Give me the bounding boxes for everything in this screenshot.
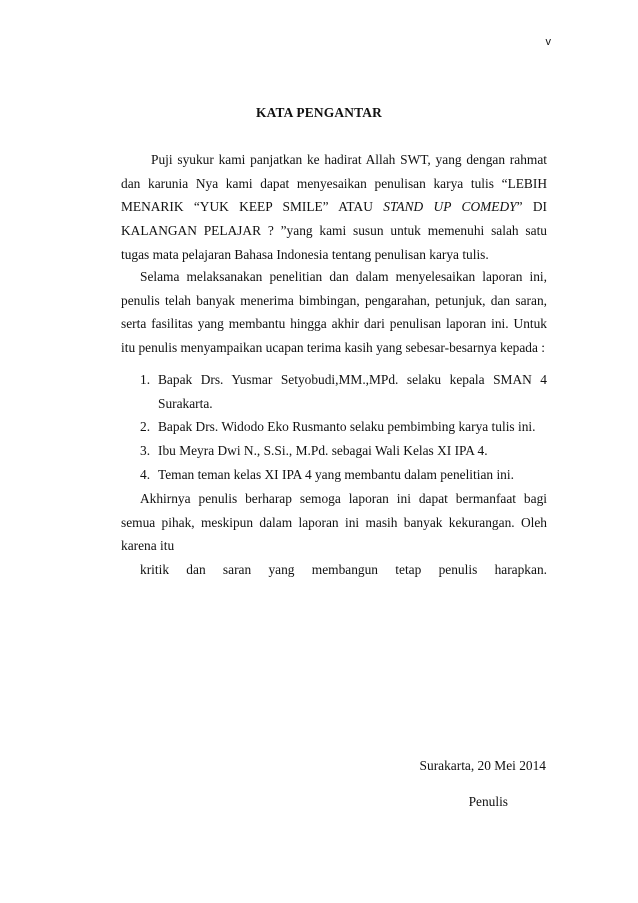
paragraph-closing-text: Akhirnya penulis berharap semoga laporan ini dapat bermanfaat bagi semua pihak, meskipun dalam laporan ini masih banyak kekurangan. Oleh karena itu <box>121 491 547 554</box>
list-item-text: Ibu Meyra Dwi N., S.Si., M.Pd. sebagai Wali Kelas XI IPA 4. <box>158 443 488 459</box>
acknowledgement-list <box>121 368 547 487</box>
list-item <box>121 368 547 415</box>
page-title: KATA PENGANTAR <box>256 105 382 120</box>
signoff-place-date: Surakarta, 20 Mei 2014 <box>419 758 546 773</box>
paragraph-opening-text-end: ” DI KALANGAN PELAJAR ? ”yang kami susun untuk memenuhi salah satu tugas mata pelajaran Bahasa Indonesia tentang penulisan karya tulis. <box>121 199 548 262</box>
list-item-number: 4. <box>140 466 151 482</box>
list-item-text: Bapak Drs. Yusmar Setyobudi,MM.,MPd. selaku kepala SMAN 4 Surakarta. <box>158 372 547 411</box>
list-item-text: Bapak Drs. Widodo Eko Rusmanto selaku pembimbing karya tulis ini. <box>158 419 536 435</box>
list-item <box>121 415 547 439</box>
list-item-number: 1. <box>140 372 151 387</box>
list-item-number: 3. <box>140 443 151 459</box>
list-item-text: Teman teman kelas XI IPA 4 yang membantu dalam penelitian ini. <box>158 466 514 482</box>
list-item <box>121 439 547 463</box>
paragraph-opening <box>121 148 547 267</box>
signoff-author: Penulis <box>468 794 508 809</box>
paragraph-opening-text: Puji syukur kami panjatkan ke hadirat Allah SWT, yang dengan rahmat dan karunia Nya kami dapat menyesaikan penulisan karya tulis “LEBIH MENARIK “YUK KEEP SMILE” ATAU <box>121 152 547 215</box>
paragraph-closing-last-line: kritik dan saran yang membangun tetap penulis harapkan. <box>140 562 547 578</box>
list-item-number: 2. <box>140 419 151 435</box>
paragraph-closing <box>121 487 547 582</box>
list-item <box>121 463 547 487</box>
paragraph-gratitude: Selama melaksanakan penelitian dan dalam menyelesaikan laporan ini, penulis telah banyak menerima bimbingan, pengarahan, petunjuk, dan saran, serta fasilitas yang membantu hingga akhir dari penulisan laporan ini. Untuk itu penulis menyampaikan ucapan terima kasih yang sebesar-besarnya kepada : <box>121 269 547 356</box>
page-number: v <box>545 36 551 48</box>
paragraph-opening-italic: STAND UP COMEDY <box>383 199 517 215</box>
